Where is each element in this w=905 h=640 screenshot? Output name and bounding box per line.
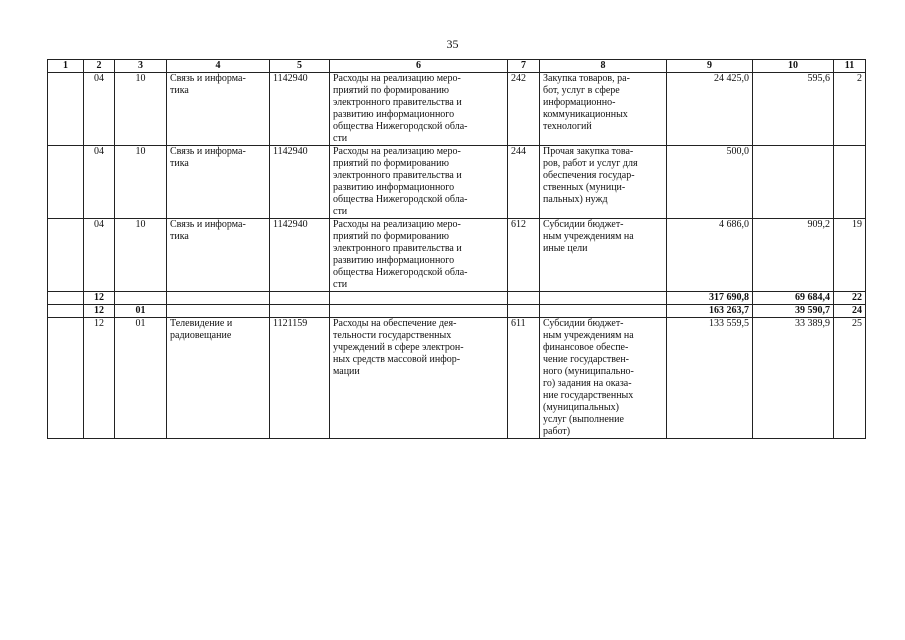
page-number: 35 — [446, 37, 459, 51]
header-row — [48, 60, 866, 73]
cell-col1 — [48, 219, 84, 292]
cell-subsection: 10 — [115, 146, 167, 219]
cell-expense-code: 611 — [508, 318, 540, 439]
cell-expense-code — [508, 292, 540, 305]
cell-col10: 909,2 — [753, 219, 834, 292]
cell-section: 12 — [84, 305, 115, 318]
table-row — [48, 146, 866, 219]
cell-subsection: 10 — [115, 73, 167, 146]
budget-table — [47, 59, 866, 439]
cell-section: 04 — [84, 219, 115, 292]
cell-section-name — [167, 305, 270, 318]
cell-col10: 69 684,4 — [753, 292, 834, 305]
cell-col10: 33 389,9 — [753, 318, 834, 439]
cell-subsection — [115, 292, 167, 305]
col-header-1: 1 — [48, 60, 84, 73]
col-header-4: 4 — [167, 60, 270, 73]
cell-section: 12 — [84, 318, 115, 439]
col-header-3: 3 — [115, 60, 167, 73]
cell-col9: 163 263,7 — [667, 305, 753, 318]
cell-section: 04 — [84, 146, 115, 219]
total-row — [48, 292, 866, 305]
col-header-5: 5 — [270, 60, 330, 73]
cell-col1 — [48, 292, 84, 305]
cell-subsection: 10 — [115, 219, 167, 292]
col-header-6: 6 — [330, 60, 508, 73]
cell-expense-code — [508, 305, 540, 318]
cell-col9: 24 425,0 — [667, 73, 753, 146]
cell-col9: 317 690,8 — [667, 292, 753, 305]
cell-target-code — [270, 292, 330, 305]
cell-col11: 19 — [834, 219, 866, 292]
cell-col9: 4 686,0 — [667, 219, 753, 292]
cell-col10: 595,6 — [753, 73, 834, 146]
cell-expense-code: 242 — [508, 73, 540, 146]
cell-subsection: 01 — [115, 318, 167, 439]
col-header-2: 2 — [84, 60, 115, 73]
cell-section: 04 — [84, 73, 115, 146]
cell-col10: 39 590,7 — [753, 305, 834, 318]
cell-col1 — [48, 73, 84, 146]
table-row — [48, 219, 866, 292]
cell-target-code: 1142940 — [270, 219, 330, 292]
col-header-8: 8 — [540, 60, 667, 73]
cell-col11: 2 — [834, 73, 866, 146]
cell-expense-name: Закупка товаров, ра- бот, услуг в сфере информационно- коммуникационных технологий — [540, 73, 667, 146]
cell-section-name: Телевидение и радиовещание — [167, 318, 270, 439]
cell-section-name: Связь и информа- тика — [167, 73, 270, 146]
cell-target-code: 1142940 — [270, 146, 330, 219]
cell-target-code — [270, 305, 330, 318]
cell-target-name: Расходы на обеспечение дея- тельности государственных учреждений в сфере электрон- ных средств массовой инфор- мации — [330, 318, 508, 439]
cell-col11 — [834, 146, 866, 219]
cell-expense-code: 244 — [508, 146, 540, 219]
col-header-7: 7 — [508, 60, 540, 73]
cell-target-name — [330, 292, 508, 305]
total-row — [48, 305, 866, 318]
cell-expense-name: Субсидии бюджет- ным учреждениям на финансовое обеспе- чение государствен- ного (муниципально- го) задания на оказа- ние государственных (муниципальных) услуг (выполнение работ) — [540, 318, 667, 439]
cell-target-code: 1121159 — [270, 318, 330, 439]
col-header-9: 9 — [667, 60, 753, 73]
cell-expense-name — [540, 305, 667, 318]
cell-section: 12 — [84, 292, 115, 305]
cell-col1 — [48, 305, 84, 318]
cell-section-name — [167, 292, 270, 305]
cell-col1 — [48, 318, 84, 439]
table-row — [48, 318, 866, 439]
col-header-10: 10 — [753, 60, 834, 73]
cell-col11: 25 — [834, 318, 866, 439]
cell-col11: 24 — [834, 305, 866, 318]
cell-col9: 500,0 — [667, 146, 753, 219]
cell-col11: 22 — [834, 292, 866, 305]
cell-section-name: Связь и информа- тика — [167, 219, 270, 292]
cell-target-name: Расходы на реализацию меро- приятий по формированию электронного правительства и развитию информационного общества Нижегородской обла- сти — [330, 73, 508, 146]
cell-col1 — [48, 146, 84, 219]
cell-col10 — [753, 146, 834, 219]
cell-subsection: 01 — [115, 305, 167, 318]
cell-expense-name: Прочая закупка това- ров, работ и услуг для обеспечения государ- ственных (муници- пальных) нужд — [540, 146, 667, 219]
table-row — [48, 73, 866, 146]
cell-expense-name: Субсидии бюджет- ным учреждениям на иные цели — [540, 219, 667, 292]
cell-target-code: 1142940 — [270, 73, 330, 146]
cell-section-name: Связь и информа- тика — [167, 146, 270, 219]
cell-col9: 133 559,5 — [667, 318, 753, 439]
cell-target-name: Расходы на реализацию меро- приятий по формированию электронного правительства и развитию информационного общества Нижегородской обла- сти — [330, 219, 508, 292]
cell-expense-code: 612 — [508, 219, 540, 292]
cell-target-name: Расходы на реализацию меро- приятий по формированию электронного правительства и развитию информационного общества Нижегородской обла- сти — [330, 146, 508, 219]
col-header-11: 11 — [834, 60, 866, 73]
cell-target-name — [330, 305, 508, 318]
cell-expense-name — [540, 292, 667, 305]
